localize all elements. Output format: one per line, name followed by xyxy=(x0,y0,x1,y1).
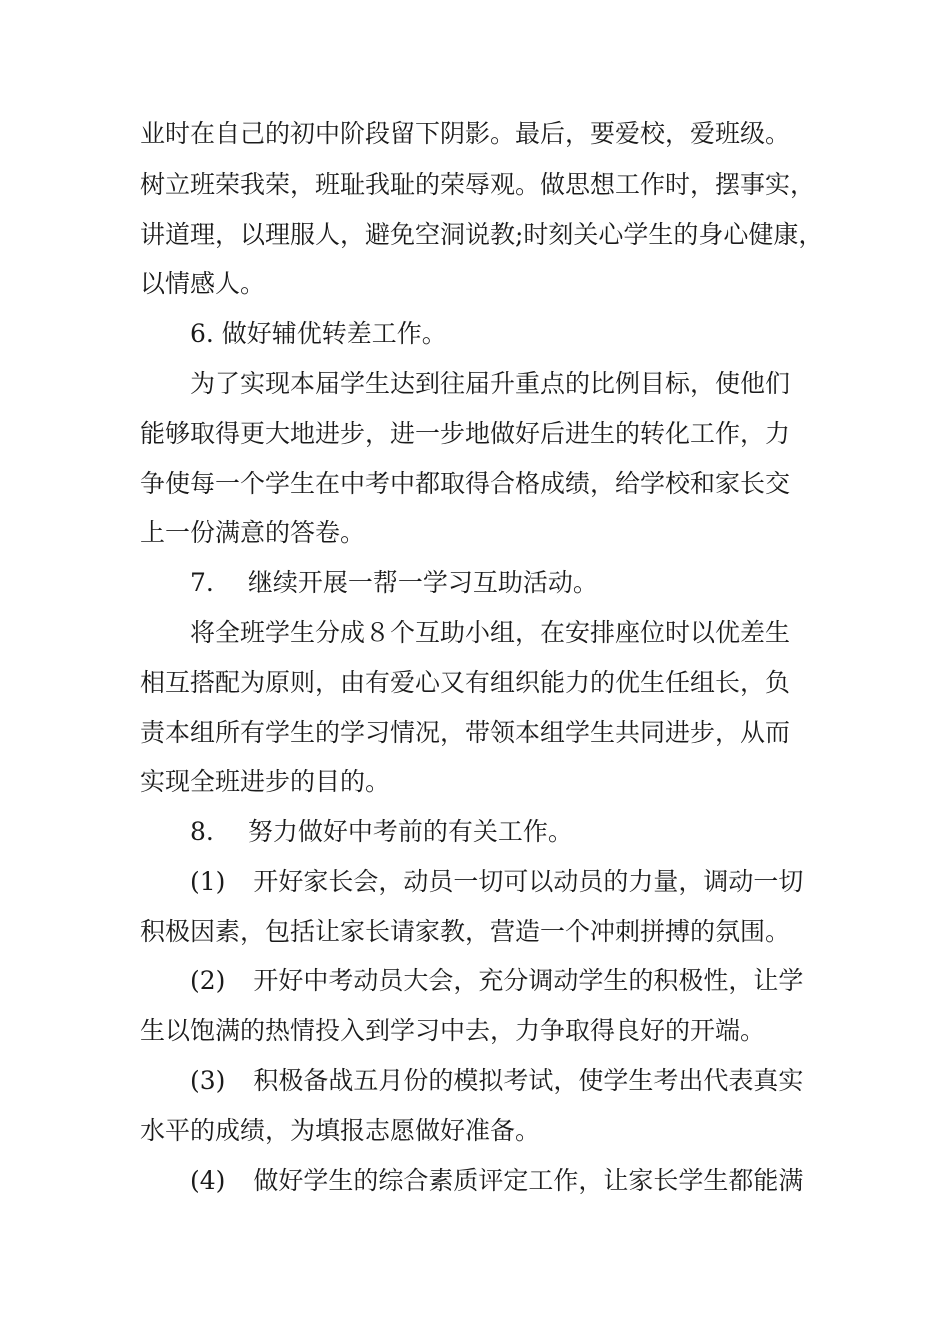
list-item-1 xyxy=(190,866,803,898)
item-text: 积极备战五月份的模拟考试，使学生考出代表真实 xyxy=(253,1066,804,1095)
item-text: 开好家长会，动员一切可以动员的力量，调动一切 xyxy=(253,867,804,896)
body-text-line: 生以饱满的热情投入到学习中去，力争取得良好的开端。 xyxy=(140,1016,766,1045)
item-number: (4) xyxy=(190,1166,226,1195)
body-text-line: 讲道理，以理服人，避免空洞说教;时刻关心学生的身心健康， xyxy=(140,220,824,249)
item-text: 开好中考动员大会，充分调动学生的积极性，让学 xyxy=(253,966,804,995)
body-text-line: 责本组所有学生的学习情况，带领本组学生共同进步，从而 xyxy=(140,718,791,747)
body-text-line: 水平的成绩，为填报志愿做好准备。 xyxy=(140,1116,541,1145)
item-number: (3) xyxy=(190,1066,226,1095)
heading-text: 继续开展一帮一学习互助活动。 xyxy=(247,568,598,597)
body-text-line: 树立班荣我荣，班耻我耻的荣辱观。做思想工作时，摆事实， xyxy=(140,170,816,199)
list-item-2 xyxy=(190,965,803,997)
heading-number: 8. xyxy=(190,817,214,846)
body-text-line: 业时在自己的初中阶段留下阴影。最后，要爱校，爱班级。 xyxy=(140,119,791,148)
section-heading-8 xyxy=(190,816,573,848)
body-text-line: 能够取得更大地进步，进一步地做好后进生的转化工作，力 xyxy=(140,419,791,448)
section-heading-7 xyxy=(190,567,598,599)
item-text: 做好学生的综合素质评定工作，让家长学生都能满 xyxy=(253,1166,804,1195)
body-text-line: 上一份满意的答卷。 xyxy=(140,518,366,547)
body-text-line: 以情感人。 xyxy=(140,269,266,298)
body-text-line: 实现全班进步的目的。 xyxy=(140,767,391,796)
body-text-line: 将全班学生分成８个互助小组，在安排座位时以优差生 xyxy=(190,618,791,647)
body-text-line: 积极因素，包括让家长请家教，营造一个冲刺拼搏的氛围。 xyxy=(140,917,791,946)
item-number: (2) xyxy=(190,966,226,995)
list-item-3 xyxy=(190,1065,803,1097)
body-text-line: 为了实现本届学生达到往届升重点的比例目标，使他们 xyxy=(190,369,791,398)
item-number: (1) xyxy=(190,867,226,896)
body-text-line: 争使每一个学生在中考中都取得合格成绩，给学校和家长交 xyxy=(140,469,791,498)
heading-text: 努力做好中考前的有关工作。 xyxy=(247,817,573,846)
list-item-4 xyxy=(190,1165,803,1197)
body-text-line: 相互搭配为原则，由有爱心又有组织能力的优生任组长，负 xyxy=(140,668,791,697)
heading-number: 7. xyxy=(190,568,214,597)
section-heading-6: 6. 做好辅优转差工作。 xyxy=(190,319,447,348)
